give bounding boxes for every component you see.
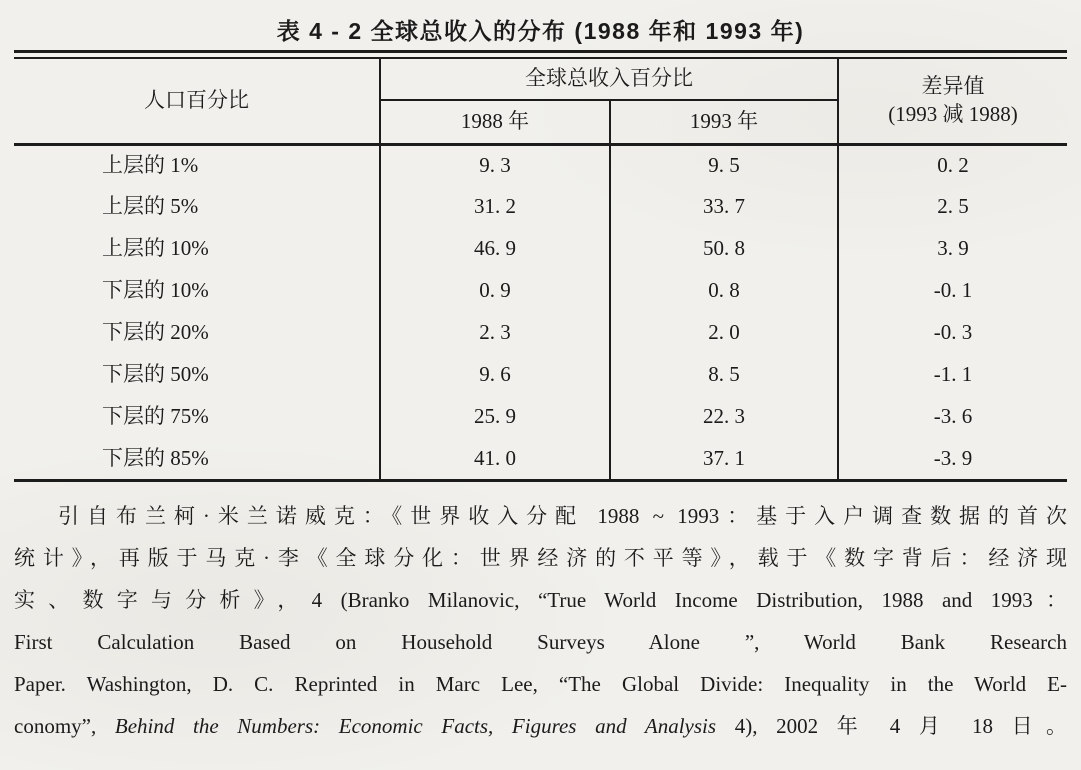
citation-work-title: Behind the Numbers: Economic Facts, Figures and Analysis — [114, 713, 717, 738]
citation-text: 统计》，再版于马克·李《全球分化：世界经济的不平等》，载于《数字背后：经济现 — [14, 545, 1067, 570]
header-difference-formula: (1993 减 1988) — [888, 102, 1018, 127]
table-body — [14, 144, 1067, 480]
citation-text: First Calculation Based on Household Surveys Alone ”, World Bank Research — [14, 629, 1067, 654]
table-row — [14, 312, 1067, 354]
table-row — [14, 228, 1067, 270]
header-difference — [838, 58, 1067, 144]
header-population: 人口百分比 — [14, 58, 380, 144]
value-diff: -0. 3 — [933, 320, 973, 345]
table-row — [14, 270, 1067, 312]
citation-text: conomy”, — [14, 713, 115, 738]
citation-line — [14, 537, 1067, 579]
row-label: 下层的 75% — [14, 396, 380, 438]
citation-text: 4), 2002 年 4 月 18 日。 — [716, 713, 1067, 738]
citation-text: Paper. Washington, D. C. Reprinted in Marc Lee, “The Global Divide: Inequality in the World E- — [14, 671, 1067, 696]
value-1988: 46. 9 — [380, 228, 610, 270]
header-difference-label: 差异值 — [921, 74, 985, 99]
citation-line — [14, 705, 1067, 747]
value-1988: 9. 3 — [380, 144, 610, 186]
value-1988: 41. 0 — [380, 438, 610, 480]
row-label: 下层的 10% — [14, 270, 380, 312]
value-1993: 22. 3 — [610, 396, 838, 438]
value-diff: -3. 9 — [933, 445, 973, 470]
value-1988: 9. 6 — [380, 354, 610, 396]
value-1988: 0. 9 — [380, 270, 610, 312]
value-diff: 2. 5 — [937, 194, 969, 219]
row-label: 下层的 20% — [14, 312, 380, 354]
table-header — [14, 58, 1067, 144]
value-diff: 0. 2 — [937, 153, 969, 178]
value-diff: -3. 6 — [933, 404, 973, 429]
citation-line — [14, 579, 1067, 621]
row-label: 下层的 50% — [14, 354, 380, 396]
header-year-1993: 1993 年 — [610, 100, 838, 144]
value-1993: 8. 5 — [610, 354, 838, 396]
table-row — [14, 186, 1067, 228]
header-income-share: 全球总收入百分比 — [380, 58, 838, 100]
citation-line — [14, 495, 1067, 537]
value-diff: -0. 1 — [933, 278, 973, 303]
citation — [14, 495, 1067, 747]
value-1993: 9. 5 — [610, 144, 838, 186]
value-1993: 37. 1 — [610, 438, 838, 480]
value-1993: 2. 0 — [610, 312, 838, 354]
value-diff: -1. 1 — [933, 362, 973, 387]
value-diff: 3. 9 — [937, 236, 969, 261]
header-row-1 — [14, 58, 1067, 100]
citation-line — [14, 663, 1067, 705]
citation-text: 引自布兰柯·米兰诺威克：《世界收入分配 1988 ~ 1993：基于入户调查数据的首次 — [58, 503, 1067, 528]
income-distribution-table — [14, 57, 1067, 482]
value-1993: 33. 7 — [610, 186, 838, 228]
row-label: 下层的 85% — [14, 438, 380, 480]
table-row — [14, 396, 1067, 438]
value-1993: 50. 8 — [610, 228, 838, 270]
row-label: 上层的 10% — [14, 228, 380, 270]
citation-text: 实、数字与分析》，4 (Branko Milanovic, “True World Income Distribution, 1988 and 1993： — [14, 587, 1067, 612]
table-row — [14, 438, 1067, 480]
value-1988: 2. 3 — [380, 312, 610, 354]
value-1988: 31. 2 — [380, 186, 610, 228]
header-year-1988: 1988 年 — [380, 100, 610, 144]
table-container — [14, 50, 1067, 482]
table-title: 表 4 - 2 全球总收入的分布 (1988 年和 1993 年) — [276, 18, 805, 44]
value-1988: 25. 9 — [380, 396, 610, 438]
table-row — [14, 144, 1067, 186]
row-label: 上层的 5% — [14, 186, 380, 228]
table-row — [14, 354, 1067, 396]
citation-line — [14, 621, 1067, 663]
value-1993: 0. 8 — [610, 270, 838, 312]
row-label: 上层的 1% — [14, 144, 380, 186]
